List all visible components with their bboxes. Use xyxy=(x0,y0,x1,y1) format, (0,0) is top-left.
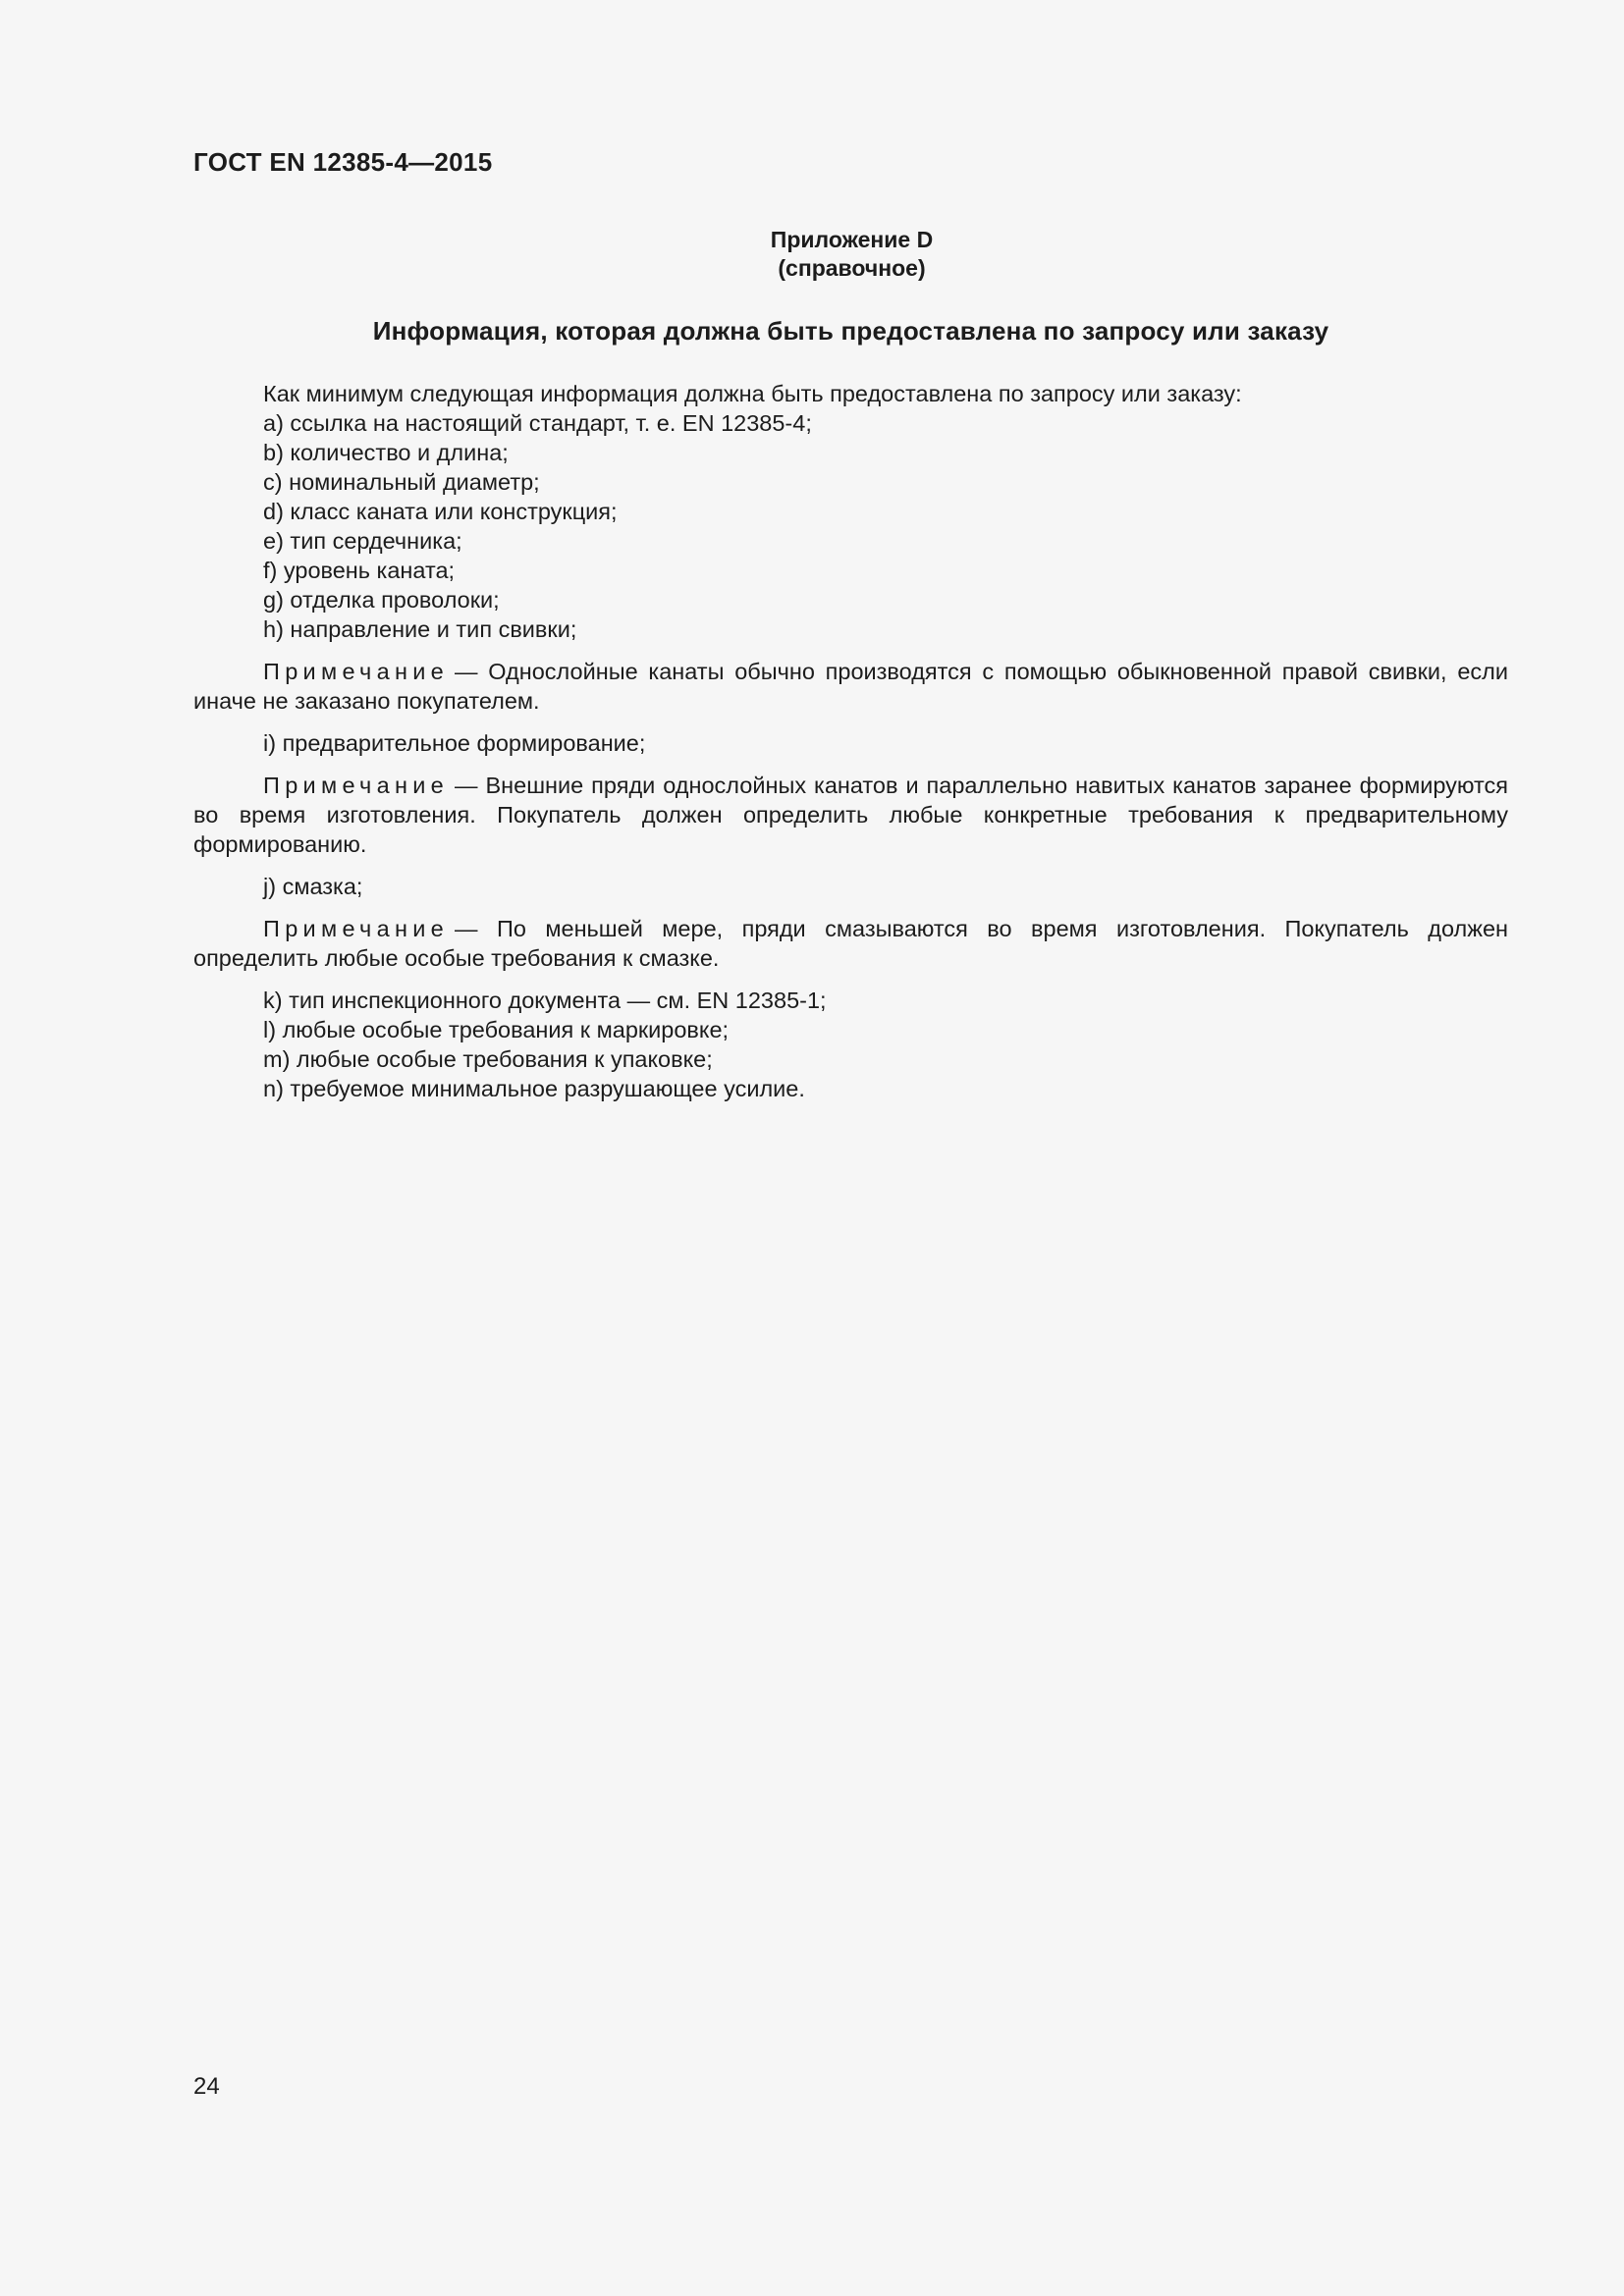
list-item: j) смазка; xyxy=(263,874,363,899)
list-item: m) любые особые требования к упаковке; xyxy=(263,1046,713,1072)
list-item: i) предварительное формирование; xyxy=(263,730,646,756)
list-item: l) любые особые требования к маркировке; xyxy=(263,1017,730,1042)
list-item: h) направление и тип свивки; xyxy=(263,616,577,642)
section-title: Информация, которая должна быть предоставлена по запросу или заказу xyxy=(372,316,1329,346)
list-item: c) номинальный диаметр; xyxy=(263,469,540,495)
list-item: g) отделка проволоки; xyxy=(263,587,500,613)
document-code-header: ГОСТ EN 12385-4—2015 xyxy=(193,147,493,177)
note-text: — По меньшей мере, пряди смазываются во время изготовления. Покупатель должен определить любые особые требования к смазке. xyxy=(193,916,1508,971)
document-body xyxy=(193,379,1508,1103)
note-paragraph xyxy=(193,771,1508,859)
list-item: n) требуемое минимальное разрушающее усилие. xyxy=(263,1076,805,1101)
note-text: — Внешние пряди однослойных канатов и параллельно навитых канатов заранее формируются во время изготовления. Покупатель должен определить любые конкретные требования к предварительному формированию. xyxy=(193,773,1508,857)
page-number: 24 xyxy=(193,2073,220,2100)
note-label: Примечание xyxy=(263,916,450,941)
note-text: — Однослойные канаты обычно производятся с помощью обыкновенной правой свивки, если иначе не заказано покупателем. xyxy=(193,659,1508,714)
list-item: b) количество и длина; xyxy=(263,440,509,465)
list-item: e) тип сердечника; xyxy=(263,528,462,554)
annex-heading xyxy=(0,226,1624,283)
list-item: a) ссылка на настоящий стандарт, т. е. EN 12385-4; xyxy=(263,410,812,436)
annex-title: Приложение D xyxy=(770,227,934,252)
note-paragraph xyxy=(193,657,1508,716)
note-label: Примечание xyxy=(263,659,450,684)
note-paragraph xyxy=(193,914,1508,973)
list-item: f) уровень каната; xyxy=(263,558,456,583)
list-item: d) класс каната или конструкция; xyxy=(263,499,618,524)
list-item: k) тип инспекционного документа — см. EN 12385-1; xyxy=(263,988,827,1013)
annex-kind: (справочное) xyxy=(778,255,926,281)
intro-paragraph: Как минимум следующая информация должна быть предоставлена по запросу или заказу: xyxy=(263,381,1242,406)
note-label: Примечание xyxy=(263,773,450,798)
